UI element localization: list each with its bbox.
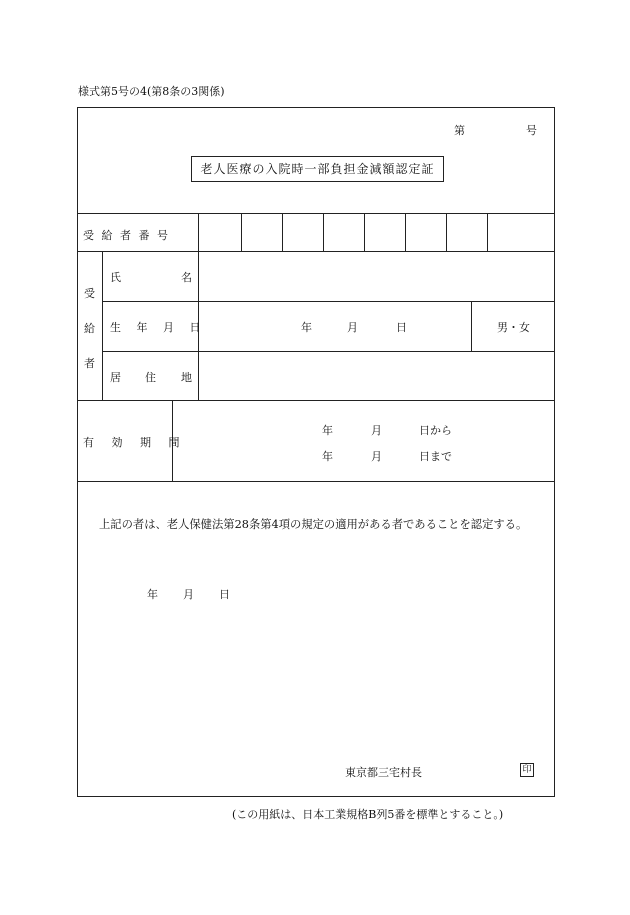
recipient-group-label-3: 者 bbox=[84, 357, 95, 370]
paper-size-note: (この用紙は、日本工業規格B列5番を標準とすること。) bbox=[232, 808, 504, 821]
rule-recipient-bottom bbox=[77, 400, 555, 401]
rule-validity-bottom bbox=[77, 481, 555, 482]
certification-date-year: 年 bbox=[147, 588, 158, 601]
validity-from-month: 月 bbox=[371, 424, 382, 437]
certificate-number-suffix: 号 bbox=[526, 124, 537, 137]
issuer-name: 東京都三宅村長 bbox=[345, 766, 422, 779]
certification-date-day: 日 bbox=[219, 588, 230, 601]
number-cell-divider bbox=[405, 213, 406, 251]
rule-group-column bbox=[102, 251, 103, 401]
number-cell-divider bbox=[241, 213, 242, 251]
certificate-frame bbox=[77, 107, 555, 797]
certification-date-month: 月 bbox=[183, 588, 194, 601]
validity-to-year: 年 bbox=[322, 450, 333, 463]
number-cell-divider bbox=[364, 213, 365, 251]
recipient-group-label-1: 受 bbox=[84, 287, 95, 300]
seal-mark: 印 bbox=[520, 763, 534, 777]
rule-number-bottom bbox=[77, 251, 555, 252]
recipient-number-label: 受 給 者 番 号 bbox=[83, 229, 170, 242]
validity-from-year: 年 bbox=[322, 424, 333, 437]
rule-sex-column bbox=[471, 301, 472, 351]
rule-header-bottom bbox=[77, 213, 555, 214]
certification-statement: 上記の者は、老人保健法第28条第4項の規定の適用がある者であることを認定する。 bbox=[99, 518, 528, 531]
rule-label-column bbox=[198, 213, 199, 401]
number-cell-divider bbox=[487, 213, 488, 251]
form-label: 様式第5号の4(第8条の3関係) bbox=[78, 85, 225, 98]
dob-year-unit: 年 bbox=[301, 321, 312, 334]
certificate-title: 老人医療の入院時一部負担金減額認定証 bbox=[191, 156, 444, 182]
address-label-1: 居 bbox=[110, 371, 121, 384]
validity-from-day: 日から bbox=[419, 424, 452, 437]
number-cell-divider bbox=[323, 213, 324, 251]
validity-to-month: 月 bbox=[371, 450, 382, 463]
rule-name-bottom bbox=[102, 301, 555, 302]
number-cell-divider bbox=[282, 213, 283, 251]
address-label-2: 住 bbox=[145, 371, 156, 384]
dob-day-unit: 日 bbox=[396, 321, 407, 334]
validity-label: 有 効 期 間 bbox=[83, 436, 187, 449]
rule-dob-bottom bbox=[102, 351, 555, 352]
name-label-2: 名 bbox=[181, 271, 192, 284]
name-label-1: 氏 bbox=[110, 271, 121, 284]
certificate-number-prefix: 第 bbox=[454, 124, 465, 137]
dob-label: 生 年 月 日 bbox=[110, 321, 207, 334]
address-label-3: 地 bbox=[181, 371, 192, 384]
number-cell-divider bbox=[446, 213, 447, 251]
validity-to-day: 日まで bbox=[419, 450, 452, 463]
recipient-group-label-2: 給 bbox=[84, 322, 95, 335]
sex-label: 男・女 bbox=[497, 321, 530, 334]
dob-month-unit: 月 bbox=[347, 321, 358, 334]
